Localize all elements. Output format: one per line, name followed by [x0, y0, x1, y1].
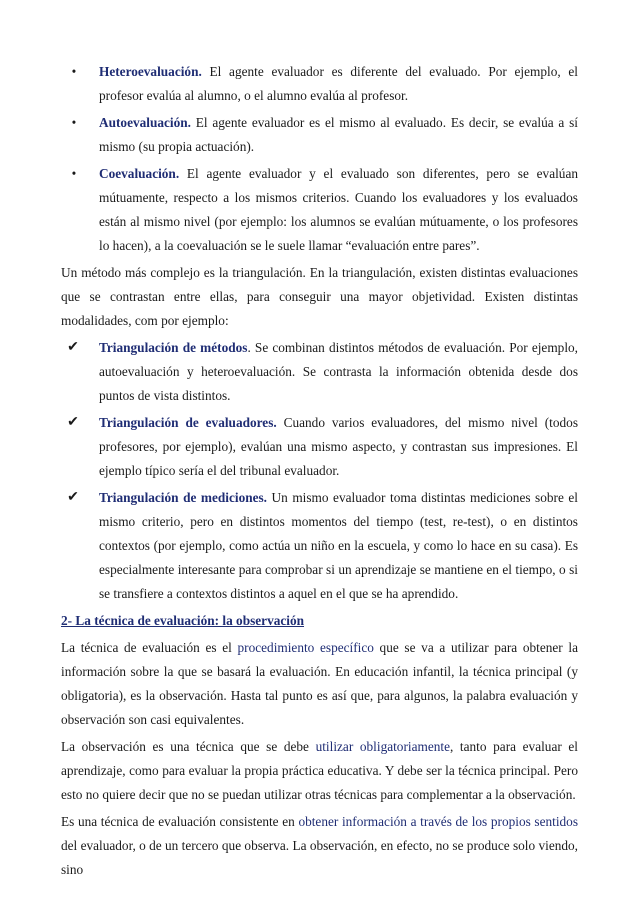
list-item-term: Triangulación de evaluadores.: [99, 415, 277, 430]
intro-paragraph: Un método más complejo es la triangulación. En la triangulación, existen distintas evaluaciones que se contrastan entre ellas, para conseguir una mayor objetividad. Existen distintas modalidades, com por ejemplo:: [61, 265, 578, 328]
bullet-icon: •: [71, 166, 77, 181]
section-heading: 2- La técnica de evaluación: la observación: [61, 613, 305, 628]
highlighted-phrase: obtener información a través de los propios sentidos: [298, 814, 578, 829]
list-item: [61, 486, 578, 606]
paragraph-text: La observación es una técnica que se debe: [61, 739, 316, 754]
bullet-icon: •: [71, 64, 77, 79]
list-item: [61, 111, 578, 159]
checkmark-icon: ✔: [67, 415, 79, 430]
bullet-list: [61, 60, 578, 258]
highlighted-phrase: procedimiento específico: [237, 640, 374, 655]
list-item-text: . Se combinan distintos métodos de evaluación. Por ejemplo, autoevaluación y heteroevaluación. Se contrasta la información obtenida desde dos puntos de vista distintos.: [99, 340, 578, 403]
list-item-term: Coevaluación.: [99, 166, 180, 181]
paragraph-text: del evaluador, o de un tercero que observa. La observación, en efecto, no se produce solo viendo, sino: [61, 838, 578, 877]
list-item: [61, 60, 578, 108]
check-list: [61, 336, 578, 606]
list-item: [61, 162, 578, 258]
list-item-text: El agente evaluador y el evaluado son diferentes, pero se evalúan mútuamente, respecto a los mismos criterios. Cuando los evaluadores y los evaluados están al mismo nivel (por ejemplo: los alumnos se evalúan mútuamente, o los profesores lo hacen), a la coevaluación se le suele llamar “evaluación entre pares”.: [99, 166, 578, 253]
body-paragraph: [61, 810, 578, 882]
body-paragraph: [61, 636, 578, 732]
list-item: [61, 336, 578, 408]
list-item-term: Autoevaluación.: [99, 115, 191, 130]
bullet-icon: •: [71, 115, 77, 130]
list-item: [61, 411, 578, 483]
list-item-term: Triangulación de mediciones.: [99, 490, 268, 505]
paragraph-text: La técnica de evaluación es el: [61, 640, 238, 655]
list-item-text: Cuando varios evaluadores, del mismo nivel (todos profesores, por ejemplo), evalúan una mismo aspecto, y contrastan sus impresiones. El ejemplo típico sería el del tribunal evaluador.: [99, 415, 578, 478]
list-item-term: Heteroevaluación.: [99, 64, 202, 79]
list-item-text: El agente evaluador es diferente del evaluado. Por ejemplo, el profesor evalúa al alumno, o el alumno evalúa al profesor.: [99, 64, 578, 103]
highlighted-phrase: utilizar obligatoriamente: [315, 739, 450, 754]
checkmark-icon: ✔: [67, 490, 79, 505]
body-paragraph: [61, 735, 578, 807]
list-item-term: Triangulación de métodos: [99, 340, 248, 355]
paragraph-text: , tanto para evaluar el aprendizaje, como para evaluar la propia práctica educativa. Y debe ser la técnica principal. Pero esto no quiere decir que no se puedan utilizar otras técnicas para complementar a la observación.: [61, 739, 579, 802]
document-page: [61, 60, 578, 885]
checkmark-icon: ✔: [67, 340, 79, 355]
list-item-text: Un mismo evaluador toma distintas mediciones sobre el mismo criterio, pero en distintos momentos del tiempo (test, re-test), o en distintos contextos (por ejemplo, como actúa un niño en la escuela, y como lo hace en su casa). Es especialmente interesante para comprobar si un aprendizaje se mantiene en el tiempo, o si se transfiere a contextos distintos a aquel en el que se ha aprendido.: [99, 490, 578, 601]
paragraph-text: que se va a utilizar para obtener la información sobre la que se basará la evaluación. En educación infantil, la técnica principal (y obligatoria), es la observación. Hasta tal punto es así que, para algunos, la palabra evaluación y observación son casi equivalentes.: [61, 640, 578, 727]
list-item-text: El agente evaluador es el mismo al evaluado. Es decir, se evalúa a sí mismo (su propia actuación).: [99, 115, 578, 154]
paragraph-text: Es una técnica de evaluación consistente en: [61, 814, 299, 829]
